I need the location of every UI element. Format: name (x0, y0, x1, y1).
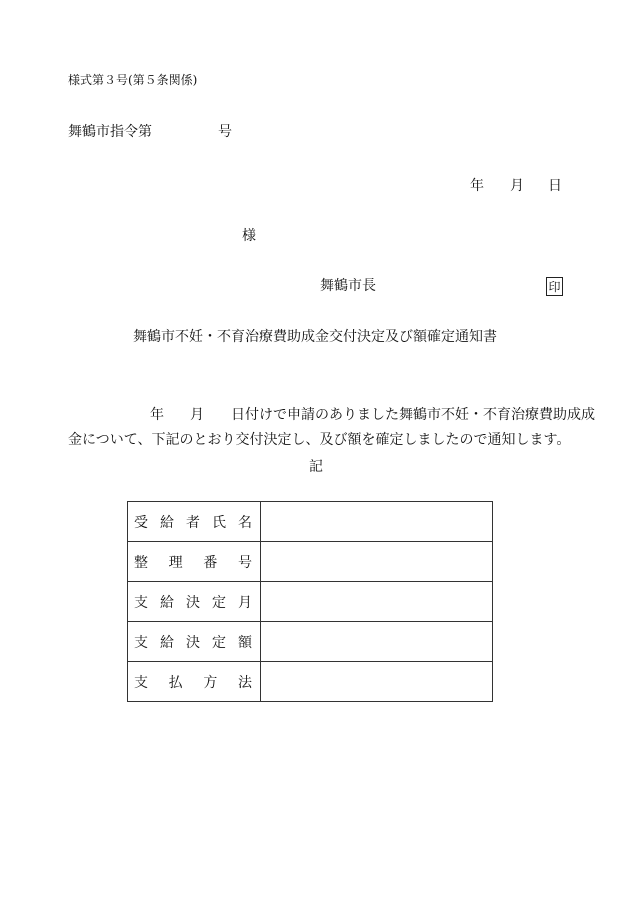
table-row-label (128, 502, 261, 542)
label-char: 受 (134, 514, 148, 531)
label-char: 番 (203, 554, 218, 571)
body-month-label: 月 (190, 407, 204, 423)
table-row-label-text (134, 632, 252, 652)
label-char: 支 (134, 634, 148, 651)
form-number: 様式第３号(第５条関係) (68, 73, 198, 87)
body-line2-text: 金について、下記のとおり交付決定し、及び額を確定しましたので通知します。 (68, 432, 571, 448)
label-char: 名 (238, 514, 252, 531)
table-row-value[interactable] (261, 662, 493, 702)
document-title: 舞鶴市不妊・不育治療費助成金交付決定及び額確定通知書 (133, 329, 497, 345)
table-row-label-text (134, 592, 252, 612)
table-row-value[interactable] (261, 502, 493, 542)
table-row-label-text (134, 552, 252, 572)
date-year-label: 年 (470, 178, 484, 194)
label-char: 理 (168, 554, 183, 571)
details-table (127, 501, 493, 702)
table-row-value[interactable] (261, 542, 493, 582)
document-number-label: 舞鶴市指令第 (68, 124, 152, 140)
table-row-label (128, 662, 261, 702)
label-char: 定 (212, 634, 226, 651)
label-char: 整 (134, 554, 148, 571)
label-char: 方 (203, 674, 218, 691)
table-row-label (128, 622, 261, 662)
table-row (128, 542, 493, 582)
table-row (128, 622, 493, 662)
document-number-suffix: 号 (218, 124, 232, 140)
date-month-label: 月 (510, 178, 524, 194)
label-char: 氏 (212, 514, 226, 531)
seal-stamp-box: 印 (546, 277, 563, 296)
label-char: 決 (186, 634, 200, 651)
recipient-suffix: 様 (242, 228, 256, 244)
body-line1-text: 日付けで申請のありました舞鶴市不妊・不育治療費助成成 (231, 407, 595, 423)
table-row-label-text (134, 512, 252, 532)
label-char: 給 (160, 514, 174, 531)
table-row (128, 662, 493, 702)
label-char: 払 (168, 674, 183, 691)
table-row (128, 502, 493, 542)
label-char: 支 (134, 594, 148, 611)
label-char: 者 (186, 514, 200, 531)
table-row-value[interactable] (261, 582, 493, 622)
table-row-label (128, 542, 261, 582)
table-row-value[interactable] (261, 622, 493, 662)
table-row-label (128, 582, 261, 622)
label-char: 給 (160, 594, 174, 611)
label-char: 月 (238, 594, 252, 611)
table-row-label-text (134, 672, 252, 692)
label-char: 支 (134, 674, 148, 691)
body-year-label: 年 (150, 407, 164, 423)
table-row (128, 582, 493, 622)
date-day-label: 日 (548, 178, 562, 194)
ki-heading: 記 (309, 459, 323, 475)
label-char: 給 (160, 634, 174, 651)
issuer-name: 舞鶴市長 (320, 278, 376, 294)
label-char: 定 (212, 594, 226, 611)
label-char: 決 (186, 594, 200, 611)
label-char: 法 (237, 674, 252, 691)
label-char: 額 (238, 634, 252, 651)
label-char: 号 (237, 554, 252, 571)
